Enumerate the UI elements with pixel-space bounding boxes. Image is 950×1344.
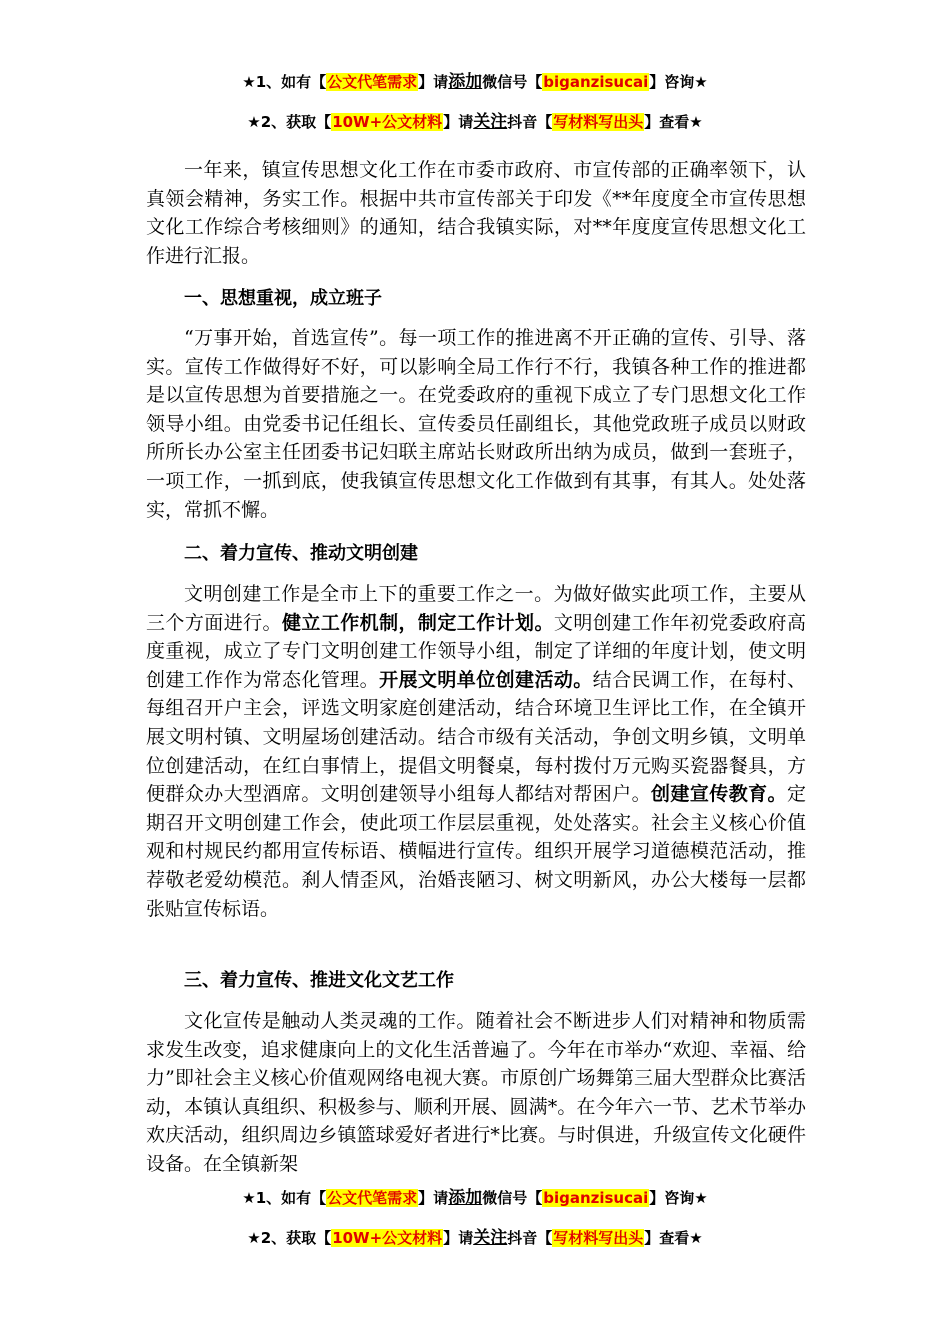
banner-text: 微信号【 <box>482 1189 543 1207</box>
banner-highlight: biganzisucai <box>543 1189 649 1207</box>
intro-paragraph <box>146 156 806 270</box>
section-2-text-b: 文明创建工作年初党委政府高度重视，成立了专门文明创建工作领导小组，制定了详细的年度计划，使文明创建工作作为常态化管理。 <box>146 611 806 691</box>
banner-highlight: 写材料写出头 <box>553 1229 644 1247</box>
section-3-paragraph <box>146 1007 806 1179</box>
section-2-text-d: 定期召开文明创建工作会，使此项工作层层重视，处处落实。社会主义核心价值观和村规民约都用宣传标语、横幅进行宣传。组织开展学习道德模范活动，推荐敬老爱幼模范。刹人情歪风，治婚丧陋习、树文明新风，办公大楼每一层都张贴宣传标语。 <box>146 783 806 920</box>
section-2-paragraph <box>146 580 806 923</box>
section-1-heading: 一、思想重视，成立班子 <box>184 288 382 309</box>
bottom-banner-line-2 <box>0 1226 950 1250</box>
banner-underlined: 关注 <box>473 1228 508 1248</box>
banner-highlight: 公文代笔需求 <box>327 73 418 91</box>
banner-text: 】请 <box>443 113 474 131</box>
banner-text: ★1、如有【 <box>242 1189 327 1207</box>
section-2-text-c: 结合民调工作，在每村、每组召开户主会，评选文明家庭创建活动，结合环境卫生评比工作，在全镇开展文明村镇、文明屋场创建活动。结合市级有关活动，争创文明乡镇，文明单位创建活动，在红白事情上，提倡文明餐桌，每村拨付万元购买瓷器餐具，方便群众办大型酒席。文明创建领导小组每人都结对帮困户。 <box>146 668 806 806</box>
banner-text: 】请 <box>418 1189 449 1207</box>
banner-highlight: 公文代笔需求 <box>327 1189 418 1207</box>
section-1-text: “万事开始，首选宣传”。每一项工作的推进离不开正确的宣传、引导、落实。宣传工作做得好不好，可以影响全局工作行不行，我镇各种工作的推进都是以宣传思想为首要措施之一。在党委政府的重视下成立了专门思想文化工作领导小组。由党委书记任组长、宣传委员任副组长，其他党政班子成员以财政所所长办公室主任团委书记妇联主席站长财政所出纳为成员，做到一套班子，一项工作，一抓到底，使我镇宣传思想文化工作做到有其事，有其人。处处落实，常抓不懈。 <box>146 327 806 521</box>
top-banner-line-1 <box>0 70 950 94</box>
banner-underlined: 添加 <box>448 72 483 92</box>
section-2-heading: 二、着力宣传、推动文明创建 <box>184 543 418 564</box>
section-2-text-a: 文明创建工作是全市上下的重要工作之一。为做好做实此项工作，主要从三个方面进行。 <box>146 583 806 634</box>
banner-text: ★2、获取【 <box>247 1229 332 1247</box>
banner-highlight: 10W+公文材料 <box>332 1229 443 1247</box>
banner-text: ★1、如有【 <box>242 73 327 91</box>
banner-text: 】查看★ <box>644 1229 703 1247</box>
banner-text: ★2、获取【 <box>247 113 332 131</box>
banner-underlined: 关注 <box>473 112 508 132</box>
section-2-bold-c: 创建宣传教育。 <box>651 783 787 806</box>
section-2-text <box>146 580 806 923</box>
section-3-heading: 三、着力宣传、推进文化文艺工作 <box>184 970 454 991</box>
banner-text: 抖音【 <box>507 113 553 131</box>
banner-text: 抖音【 <box>507 1229 553 1247</box>
banner-highlight: 10W+公文材料 <box>332 113 443 131</box>
section-2-bold-b: 开展文明单位创建活动。 <box>379 668 593 691</box>
section-3-text: 文化宣传是触动人类灵魂的工作。随着社会不断进步人们对精神和物质需求发生改变，追求健康向上的文化生活普遍了。今年在市举办“欢迎、幸福、给力”即社会主义核心价值观网络电视大赛。市原创广场舞第三届大型群众比赛活动，本镇认真组织、积极参与、顺利开展、圆满*。在今年六一节、艺术节举办欢庆活动，组织周边乡镇篮球爱好者进行*比赛。与时俱进，升级宣传文化硬件设备。在全镇新架 <box>146 1010 806 1175</box>
banner-text: 】请 <box>418 73 449 91</box>
banner-text: 】咨询★ <box>649 73 708 91</box>
section-1-paragraph <box>146 324 806 524</box>
intro-text: 一年来，镇宣传思想文化工作在市委市政府、市宣传部的正确率领下，认真领会精神，务实工作。根据中共市宣传部关于印发《**年度度全市宣传思想文化工作综合考核细则》的通知，结合我镇实际，对**年度度宣传思想文化工作进行汇报。 <box>146 159 806 267</box>
banner-underlined: 添加 <box>448 1188 483 1208</box>
banner-text: 】咨询★ <box>649 1189 708 1207</box>
banner-text: 微信号【 <box>482 73 543 91</box>
bottom-banner-line-1 <box>0 1186 950 1210</box>
banner-highlight: 写材料写出头 <box>553 113 644 131</box>
banner-text: 】查看★ <box>644 113 703 131</box>
top-banner-line-2 <box>0 110 950 134</box>
banner-text: 】请 <box>443 1229 474 1247</box>
banner-highlight: biganzisucai <box>543 73 649 91</box>
section-2-bold-a: 健立工作机制，制定工作计划。 <box>281 611 554 634</box>
